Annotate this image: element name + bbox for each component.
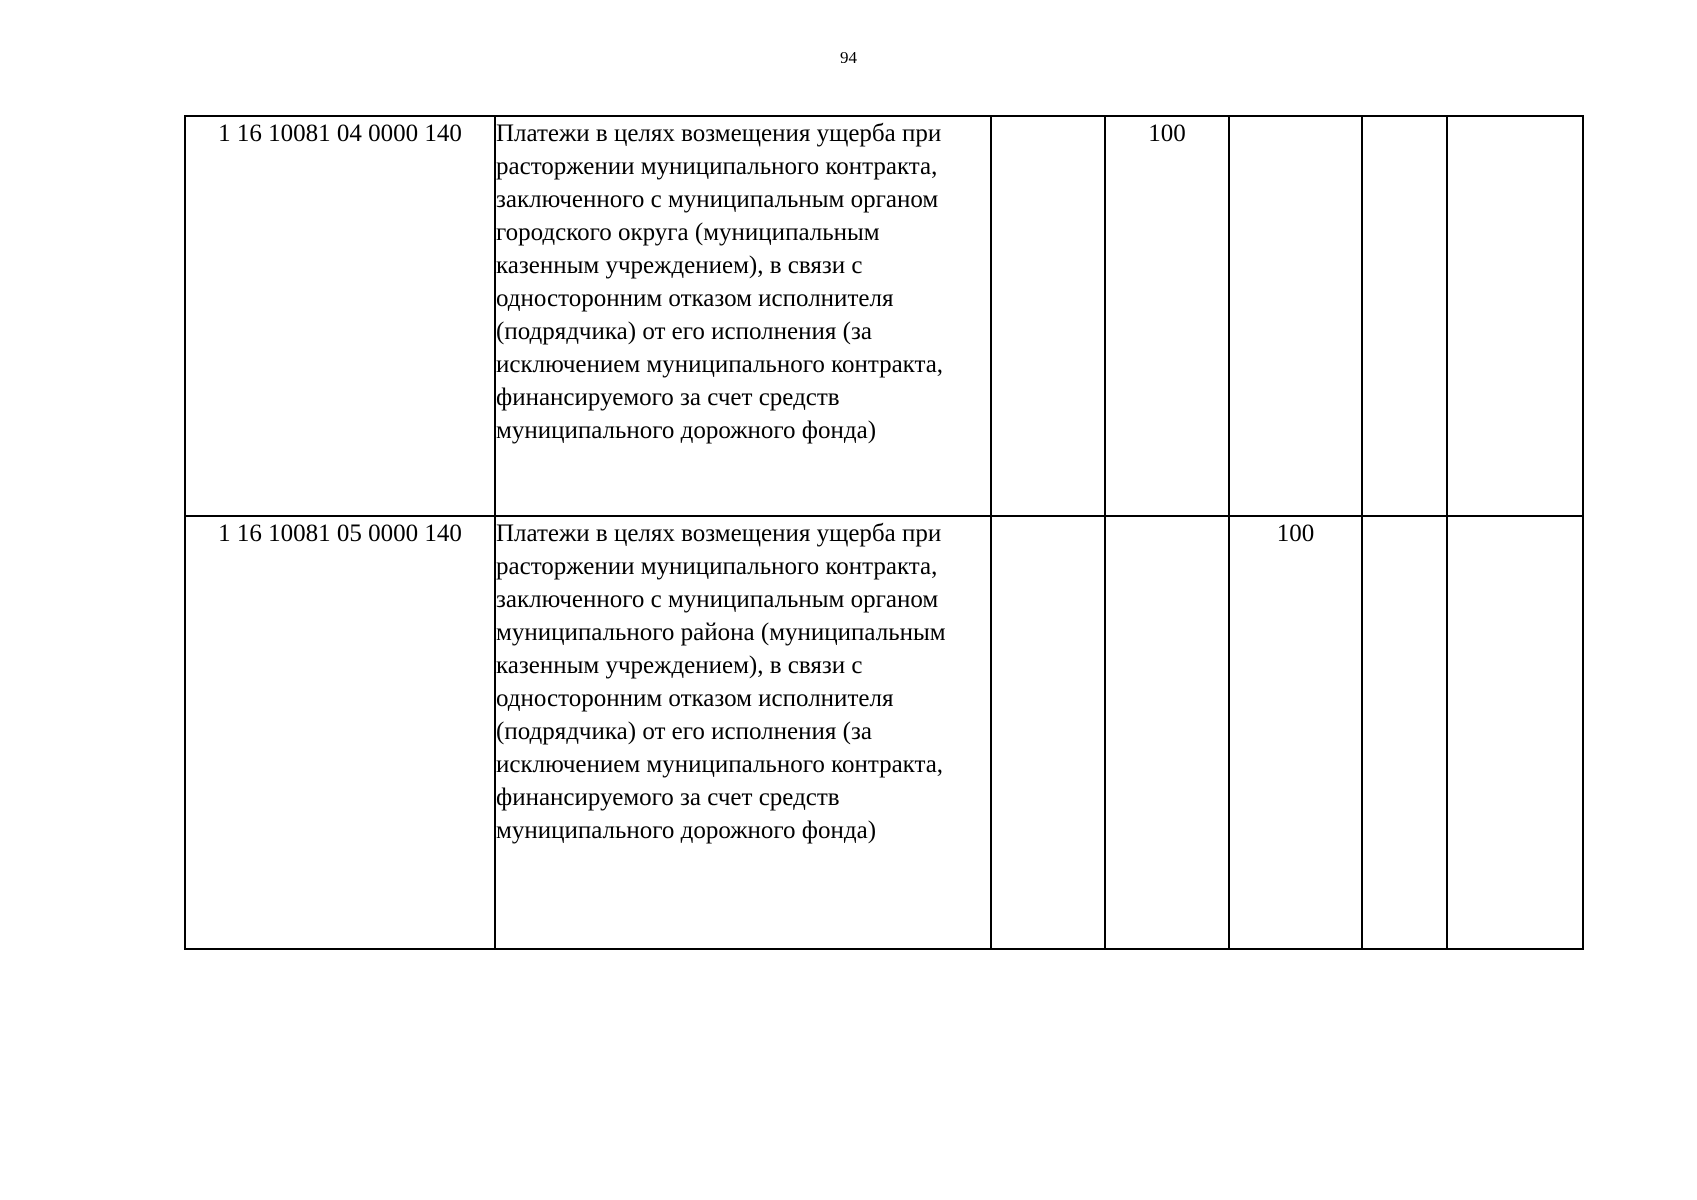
description-text: Платежи в целях возмещения ущерба при расторжении муниципального контракта, заключенного с муниципальным органом городского округа (муниципальным казенным учреждением), в связи с односторонним отказом исполнителя (подрядчика) от его исполнения (за исключением муниципального контракта, финансируемого за счет средств муниципального дорожного фонда): [496, 120, 944, 444]
value-cell-col3: [991, 516, 1105, 949]
value-cell-col6: [1362, 116, 1447, 516]
description-cell: [495, 516, 991, 949]
revenue-table: [184, 115, 1584, 950]
value-cell-col7: [1447, 516, 1583, 949]
value-cell-col5: [1229, 116, 1362, 516]
budget-code-cell: 1 16 10081 04 0000 140: [185, 116, 495, 516]
value-cell-col4: 100: [1105, 116, 1229, 516]
value-cell-col6: [1362, 516, 1447, 949]
description-cell: [495, 116, 991, 516]
value-cell-col7: [1447, 116, 1583, 516]
table-row: [185, 516, 1583, 949]
description-text: Платежи в целях возмещения ущерба при расторжении муниципального контракта, заключенного с муниципальным органом муниципального района (муниципальным казенным учреждением), в связи с односторонним отказом исполнителя (подрядчика) от его исполнения (за исключением муниципального контракта, финансируемого за счет средств муниципального дорожного фонда): [496, 520, 946, 844]
value-cell-col5: 100: [1229, 516, 1362, 949]
table-row: [185, 116, 1583, 516]
value-cell-col3: [991, 116, 1105, 516]
page-number: 94: [840, 48, 857, 67]
value-cell-col4: [1105, 516, 1229, 949]
budget-code-cell: 1 16 10081 05 0000 140: [185, 516, 495, 949]
